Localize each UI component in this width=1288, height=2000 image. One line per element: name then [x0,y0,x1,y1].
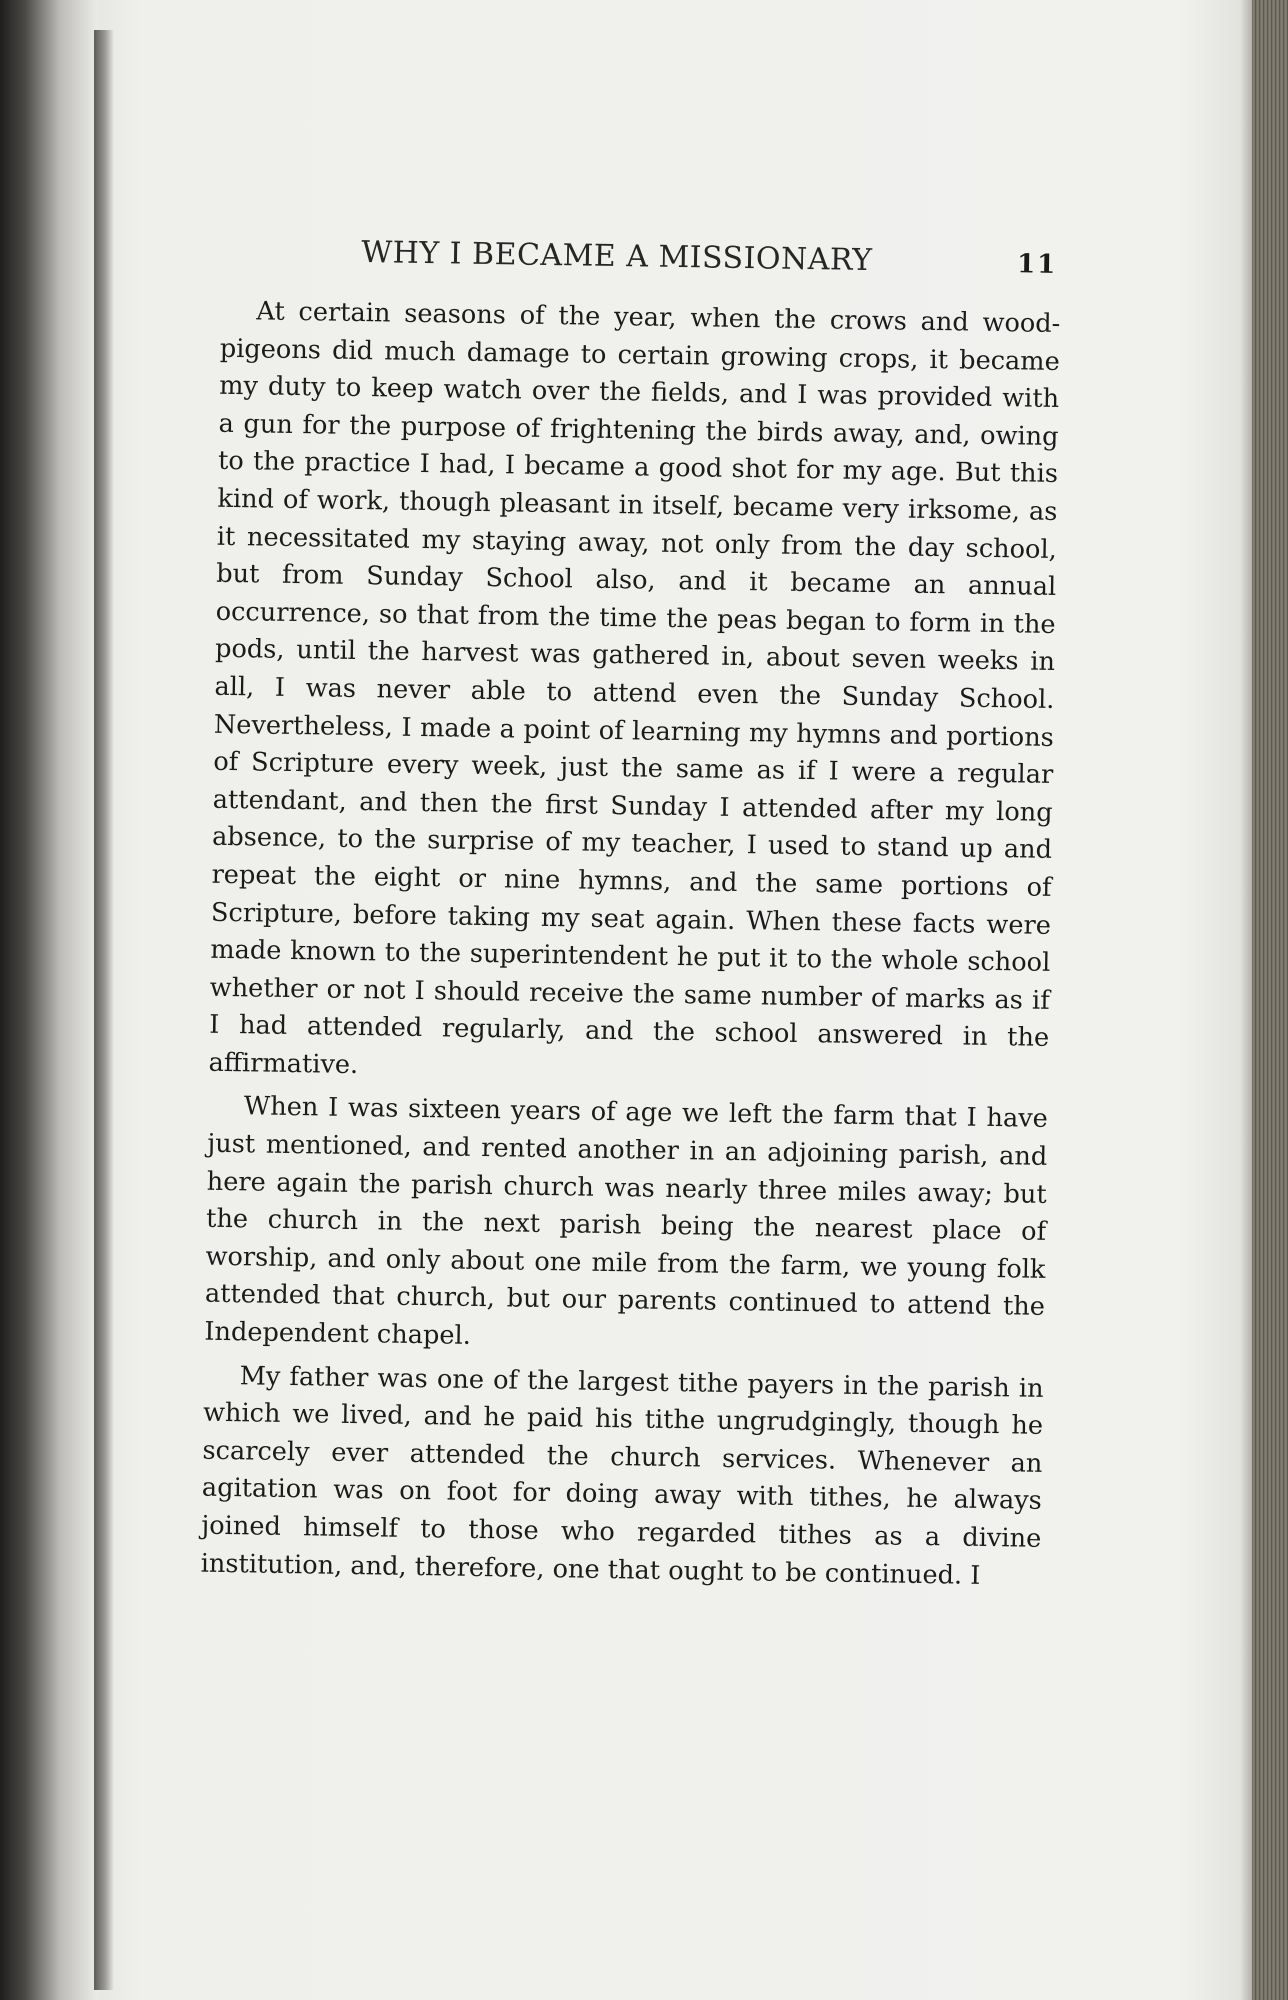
page-stack-edge [1252,0,1288,2000]
paragraph-3: My father was one of the largest tithe payers in the parish in which we lived, and he paid his tithe ungrudgingly, though he scarcely ever attended the church services. Whenever an agitation was on foot for doing away with tithes, he always joined himself to those who regarded tithes as a divine institution, and, therefore, one that ought to be continued. I [200,1360,1044,1591]
gutter-shadow [94,30,114,1990]
paragraph-2: When I was sixteen years of age we left the farm that I have just mentioned, and rented another in an adjoining parish, and here again the parish church was nearly three miles away; but the church in the next parish being the nearest place of worship, and only about one mile from the farm, we young folk attended that church, but our parents continued to attend the Independent chapel. [204,1091,1049,1351]
running-head: WHY I BECAME A MISSIONARY [361,235,873,279]
page-header [169,210,1070,294]
book-page [145,210,1069,1784]
paragraph-1: At certain seasons of the year, when the crows and wood-pigeons did much damage to certain growing crops, it became my duty to keep watch over the fields, and I was provided with a gun for the purpose of frightening the birds away, and, owing to the practice I had, I became a good shot for my age. But this kind of work, though pleasant in itself, became very irksome, as it necessitated my staying away, not only from the day school, but from Sunday School also, and it became an annual occurrence, so that from the time the peas began to form in the pods, until the harvest was gathered in, about seven weeks in all, I was never able to attend even the Sunday School. Nevertheless, I made a point of learning my hymns and portions of Scripture every week, just the same as if I were a regular attendant, and then the first Sunday I attended after my long absence, to the surprise of my teacher, I used to stand up and repeat the eight or nine hymns, and the same portions of Scripture, before taking my seat again. When these facts were made known to the superintendent he put it to the whole school whether or not I should receive the same number of marks as if I had attended regularly, and the school answered in the affirmative. [208,296,1061,1080]
body-text [200,293,1060,1598]
left-page-edge [0,0,98,2000]
page-number: 11 [1016,249,1058,280]
